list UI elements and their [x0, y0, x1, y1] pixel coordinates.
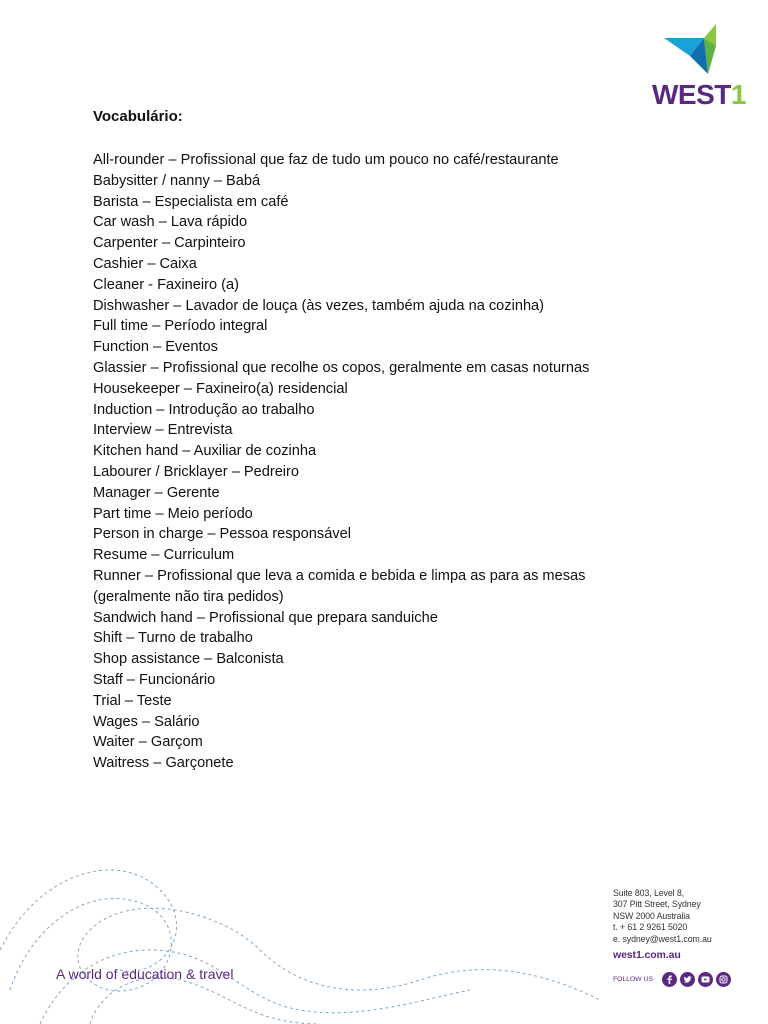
vocabulary-item-continuation: (geralmente não tira pedidos) — [93, 588, 284, 605]
vocabulary-item: Waitress – Garçonete — [93, 755, 234, 772]
vocabulary-item: Shift – Turno de trabalho — [93, 630, 253, 647]
follow-us-label: FOLLOW US — [613, 975, 654, 983]
vocabulary-section — [93, 106, 693, 772]
logo-prefix: WEST — [652, 79, 731, 110]
decorative-swirl — [0, 830, 600, 1024]
vocabulary-item: Cashier – Caixa — [93, 255, 197, 272]
vocabulary-item: Induction – Introdução ao trabalho — [93, 401, 315, 418]
west1-logo — [652, 24, 746, 114]
vocabulary-item: Full time – Período integral — [93, 318, 268, 335]
address-line: NSW 2000 Australia — [613, 910, 690, 921]
vocabulary-item: Waiter – Garçom — [93, 734, 203, 751]
vocabulary-item: Carpenter – Carpinteiro — [93, 235, 246, 252]
vocabulary-item: Person in charge – Pessoa responsável — [93, 526, 351, 543]
youtube-icon[interactable] — [698, 972, 713, 987]
address-line: 307 Pitt Street, Sydney — [613, 899, 701, 910]
logo-suffix: 1 — [730, 79, 746, 110]
vocabulary-item: Babysitter / nanny – Babá — [93, 172, 261, 189]
vocabulary-list — [93, 150, 693, 774]
website-link[interactable]: west1.com.au — [613, 949, 681, 962]
vocabulary-item: Dishwasher – Lavador de louça (às vezes, também ajuda na cozinha) — [93, 297, 545, 314]
vocabulary-item: Car wash – Lava rápido — [93, 214, 248, 231]
vocabulary-item: Interview – Entrevista — [93, 422, 233, 439]
vocabulary-item: Runner – Profissional que leva a comida e bebida e limpa as para as mesas — [93, 567, 586, 584]
vocabulary-item: Glassier – Profissional que recolhe os copos, geralmente em casas noturnas — [93, 359, 590, 376]
vocabulary-item: Barista – Especialista em café — [93, 193, 289, 210]
twitter-icon[interactable] — [680, 972, 695, 987]
phone-line: t. + 61 2 9261 5020 — [613, 922, 688, 933]
brand-tagline: A world of education & travel — [56, 966, 234, 982]
vocabulary-item: Shop assistance – Balconista — [93, 651, 284, 668]
instagram-icon[interactable] — [716, 972, 731, 987]
vocabulary-item: Labourer / Bricklayer – Pedreiro — [93, 463, 300, 480]
vocabulary-item: Resume – Curriculum — [93, 547, 235, 564]
logo-mark-icon — [664, 24, 730, 82]
social-links — [613, 970, 731, 988]
vocabulary-item: Manager – Gerente — [93, 484, 220, 501]
page-title: Vocabulário: — [93, 108, 183, 125]
facebook-icon[interactable] — [662, 972, 677, 987]
vocabulary-item: Part time – Meio período — [93, 505, 253, 522]
vocabulary-item: Kitchen hand – Auxiliar de cozinha — [93, 443, 317, 460]
vocabulary-item: Staff – Funcionário — [93, 671, 216, 688]
address-line: Suite 803, Level 8, — [613, 888, 684, 898]
contact-block — [613, 888, 763, 962]
vocabulary-item: Function – Eventos — [93, 339, 218, 356]
vocabulary-item: Cleaner - Faxineiro (a) — [93, 276, 239, 293]
vocabulary-item: Sandwich hand – Profissional que prepara sanduiche — [93, 609, 438, 626]
vocabulary-item: Housekeeper – Faxineiro(a) residencial — [93, 380, 348, 397]
vocabulary-item: Trial – Teste — [93, 692, 172, 709]
vocabulary-item: Wages – Salário — [93, 713, 200, 730]
email-link[interactable]: e. sydney@west1.com.au — [613, 933, 712, 944]
vocabulary-item: All-rounder – Profissional que faz de tudo um pouco no café/restaurante — [93, 152, 559, 168]
